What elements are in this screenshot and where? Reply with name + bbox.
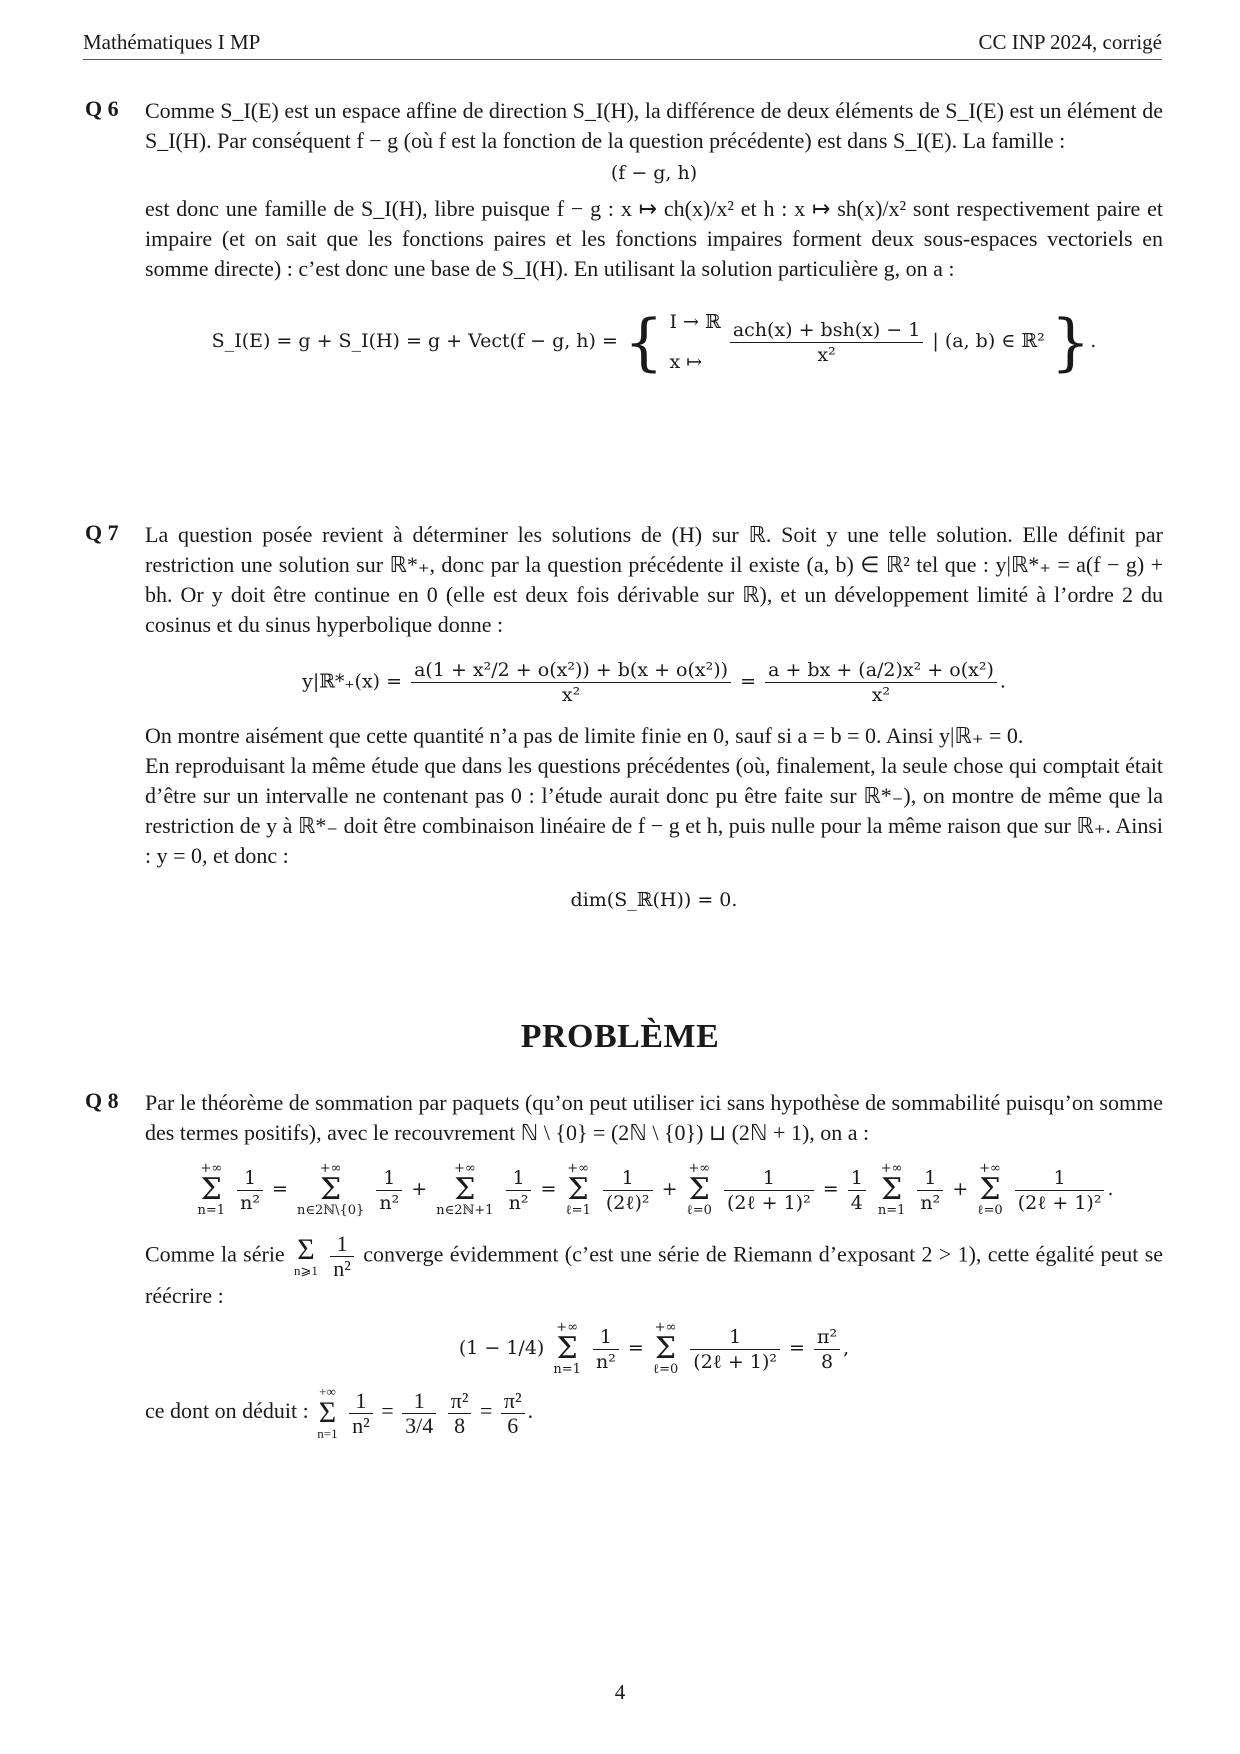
eq-map-top: I → ℝ	[669, 311, 721, 333]
problem-title: PROBLÈME	[520, 1018, 720, 1055]
eq-solution-numerator: ach(x) + bsh(x) − 1	[730, 318, 924, 343]
paragraph-3-start: ce dont on déduit :	[145, 1398, 309, 1424]
sum-n1-c: +∞ Σ n=1	[553, 1320, 581, 1377]
eq-expansion-lhs: y|ℝ*₊(x) =	[302, 670, 403, 693]
frac-pi2-8-b: $\frac{\text{π²}}{8}$	[448, 1389, 472, 1438]
frac-1-n2-b: $\frac{1}{\text{n²}}$	[376, 1166, 402, 1215]
question-7	[85, 520, 1163, 911]
frac-1-three-quarter: $\frac{1}{3/4}$	[402, 1389, 436, 1438]
eq-expansion-fraction-2	[765, 658, 997, 707]
eq-solution-denominator: x²	[817, 343, 836, 366]
sum-even: +∞ Σ n∈2ℕ\{0}	[296, 1161, 365, 1218]
paragraph-2-end: converge évidemment (c’est une série de Riemann d’exposant 2 > 1), cette égalité peut se réécrire :	[145, 1241, 1164, 1308]
question-8-paragraph-2	[145, 1232, 1163, 1311]
question-8-equation-rewrite: (1 − 1/4) +∞ Σ n=1 $\frac{1}{\text{n²}}$ = +∞ Σ ℓ=0 $\frac{1}{\text{(2ℓ + 1)²}}$ = $\frac{\text{π²}}{8}$ ,	[458, 1320, 850, 1377]
frac-1-n2-c: $\frac{1}{\text{n²}}$	[506, 1166, 532, 1215]
page-number: 4	[614, 1680, 626, 1704]
left-brace: {	[623, 305, 664, 379]
eq-map-bottom: x ↦	[669, 351, 703, 373]
question-7-equation-expansion: y|ℝ*₊(x) = $\frac{\text{a(1 + x²/2 + o(x²)) + b(x + o(x²))}}{\text{x²}}$ = $\frac{\text{a + bx + (a/2)x² + o(x²)}}{\text{x²}}$ .	[302, 659, 1006, 706]
question-8-paragraph-3: ce dont on déduit : +∞ Σ n=1 $\frac{1}{\text{n²}}$ = $\frac{1}{3/4}$ $\frac{\text{π²}}{8}$ = $\frac{\text{π²}}{6}$ .	[145, 1384, 534, 1441]
eq-expansion-denominator-1: x²	[561, 684, 581, 706]
question-7-equation-dimension: dim(S_ℝ(H)) = 0.	[570, 889, 738, 911]
frac-1-n2-f: $\frac{1}{\text{n²}}$	[349, 1389, 373, 1438]
question-7-label: Q 7	[85, 520, 119, 545]
sum-n1-b: +∞ Σ n=1	[877, 1161, 906, 1218]
frac-1-n2-inline: $\frac{1}{\text{n²}}$	[330, 1232, 354, 1281]
eq-solution-lhs: S_I(E) = g + S_I(H) = g + Vect(f − g, h) =	[211, 330, 618, 352]
question-6-equation-solution-set: S_I(E) = g + S_I(H) = g + Vect(f − g, h) = { I → ℝ x ↦ $\frac{\text{ach(x) + bsh(x) − 1}}{\text{x²}}$ | (a, b) ∈ ℝ² }.	[145, 302, 1163, 382]
sum-n1-a: +∞ Σ n=1	[197, 1161, 226, 1218]
question-8	[85, 1088, 1163, 1441]
question-6-paragraph-1: Comme S_I(E) est un espace affine de direction S_I(H), la différence de deux éléments de S_I(E) est un élément de S_I(H). Par conséquent f − g (où f est la fonction de la question précédente) est dans S_I(E). La famille :	[145, 98, 1163, 153]
frac-1-4: $\frac{1}{4}$	[848, 1166, 866, 1215]
question-7-paragraph-1: La question posée revient à déterminer les solutions de (H) sur ℝ. Soit y une telle solution. Elle définit par restriction une solution sur ℝ*₊, donc par la question précédente il existe (a, b) ∈ ℝ² tel que : y|ℝ*₊ = a(f − g) + bh. Or y doit être continue en 0 (elle est deux fois dérivable sur ℝ), et un développement limité à l’ordre 2 du cosinus et du sinus hyperbolique donne :	[145, 522, 1163, 637]
question-8-equation-split: +∞ Σ n=1 $\frac{1}{\text{n²}}$ = +∞ Σ n∈2ℕ\{0} $\frac{1}{\text{n²}}$ + +∞ Σ n∈2ℕ+1 $\frac{1}{\text{n²}}$ = +∞ Σ ℓ=1 $\frac{1}{\text{(2ℓ)²}}$ + +∞ Σ ℓ=0 $\frac{1}{\text{(2ℓ + 1)²}}$ = $\frac{1}{4}$ +∞ Σ n=1 $\frac{1}{\text{n²}}$ + +∞ Σ ℓ=0 $\frac{1}{\text{(2ℓ + 1)²}}$ .	[197, 1161, 1114, 1218]
sum-n1-d: +∞ Σ n=1	[317, 1384, 338, 1441]
eq-expansion-fraction-1	[411, 658, 731, 707]
header-right: CC INP 2024, corrigé	[978, 30, 1162, 54]
sum-l0-b: +∞ Σ ℓ=0	[977, 1161, 1003, 1218]
question-7-paragraph-2: On montre aisément que cette quantité n’a pas de limite finie en 0, sauf si a = b = 0. Ainsi y|ℝ₊ = 0.	[145, 723, 1024, 748]
eq-solution-condition: | (a, b) ∈ ℝ²	[932, 330, 1045, 352]
paragraph-2-start: Comme la série	[145, 1241, 285, 1267]
header-rule	[83, 59, 1162, 60]
question-6-equation-family: (f − g, h)	[610, 162, 698, 184]
right-brace: }	[1050, 305, 1091, 379]
frac-1-2l1-sq-a: $\frac{1}{\text{(2ℓ + 1)²}}$	[724, 1166, 814, 1215]
question-6-paragraph-2: est donc une famille de S_I(H), libre puisque f − g : x ↦ ch(x)/x² et h : x ↦ sh(x)/x² sont respectivement paire et impaire (et on sait que les fonctions paires et les fonctions impaires forment deux sous-espaces vectoriels en somme directe) : c’est donc une base de S_I(H). En utilisant la solution particulière g, on a :	[145, 196, 1163, 281]
frac-1-2l1-sq-b: $\frac{1}{\text{(2ℓ + 1)²}}$	[1015, 1166, 1105, 1215]
header-left: Mathématiques I MP	[83, 30, 261, 54]
question-8-label: Q 8	[85, 1088, 119, 1113]
frac-pi2-8-a: $\frac{\text{π²}}{8}$	[814, 1325, 840, 1374]
sum-l1: +∞ Σ ℓ=1	[565, 1161, 591, 1218]
eq-rewrite-lhs-factor: (1 − 1/4)	[458, 1337, 545, 1359]
sum-l0-c: +∞ Σ ℓ=0	[652, 1320, 679, 1377]
eq-expansion-denominator-2: x²	[871, 684, 891, 706]
sum-l0-a: +∞ Σ ℓ=0	[686, 1161, 712, 1218]
frac-1-n2-d: $\frac{1}{\text{n²}}$	[917, 1166, 943, 1215]
question-6-label: Q 6	[85, 96, 119, 121]
frac-pi2-6: $\frac{\text{π²}}{6}$	[501, 1389, 525, 1438]
frac-1-2l-sq: $\frac{1}{\text{(2ℓ)²}}$	[603, 1166, 653, 1215]
question-7-paragraph-3: En reproduisant la même étude que dans les questions précédentes (où, finalement, la seule chose qui comptait était d’être sur un intervalle ne contenant pas 0 : l’étude aurait donc pu être faite sur ℝ*₋), on montre de même que la restriction de y à ℝ*₋ doit être combinaison linéaire de f − g et h, puis nulle pour la même raison que sur ℝ₊. Ainsi : y = 0, et donc :	[145, 753, 1163, 868]
sum-nge1: Σ n⩾1	[294, 1232, 318, 1278]
frac-1-2l1-sq-c: $\frac{1}{\text{(2ℓ + 1)²}}$	[690, 1325, 780, 1374]
eq-solution-fraction	[730, 318, 924, 367]
question-6	[85, 96, 1163, 382]
sum-odd: +∞ Σ n∈2ℕ+1	[436, 1161, 494, 1218]
frac-1-n2-e: $\frac{1}{\text{n²}}$	[593, 1325, 619, 1374]
eq-expansion-numerator-2: a + bx + (a/2)x² + o(x²)	[765, 658, 997, 683]
frac-1-n2-a: $\frac{1}{\text{n²}}$	[237, 1166, 263, 1215]
question-8-paragraph-1: Par le théorème de sommation par paquets (qu’on peut utiliser ici sans hypothèse de sommabilité puisqu’on somme des termes positifs), avec le recouvrement ℕ \ {0} = (2ℕ \ {0}) ⊔ (2ℕ + 1), on a :	[145, 1090, 1163, 1145]
eq-expansion-numerator-1: a(1 + x²/2 + o(x²)) + b(x + o(x²))	[411, 658, 731, 683]
